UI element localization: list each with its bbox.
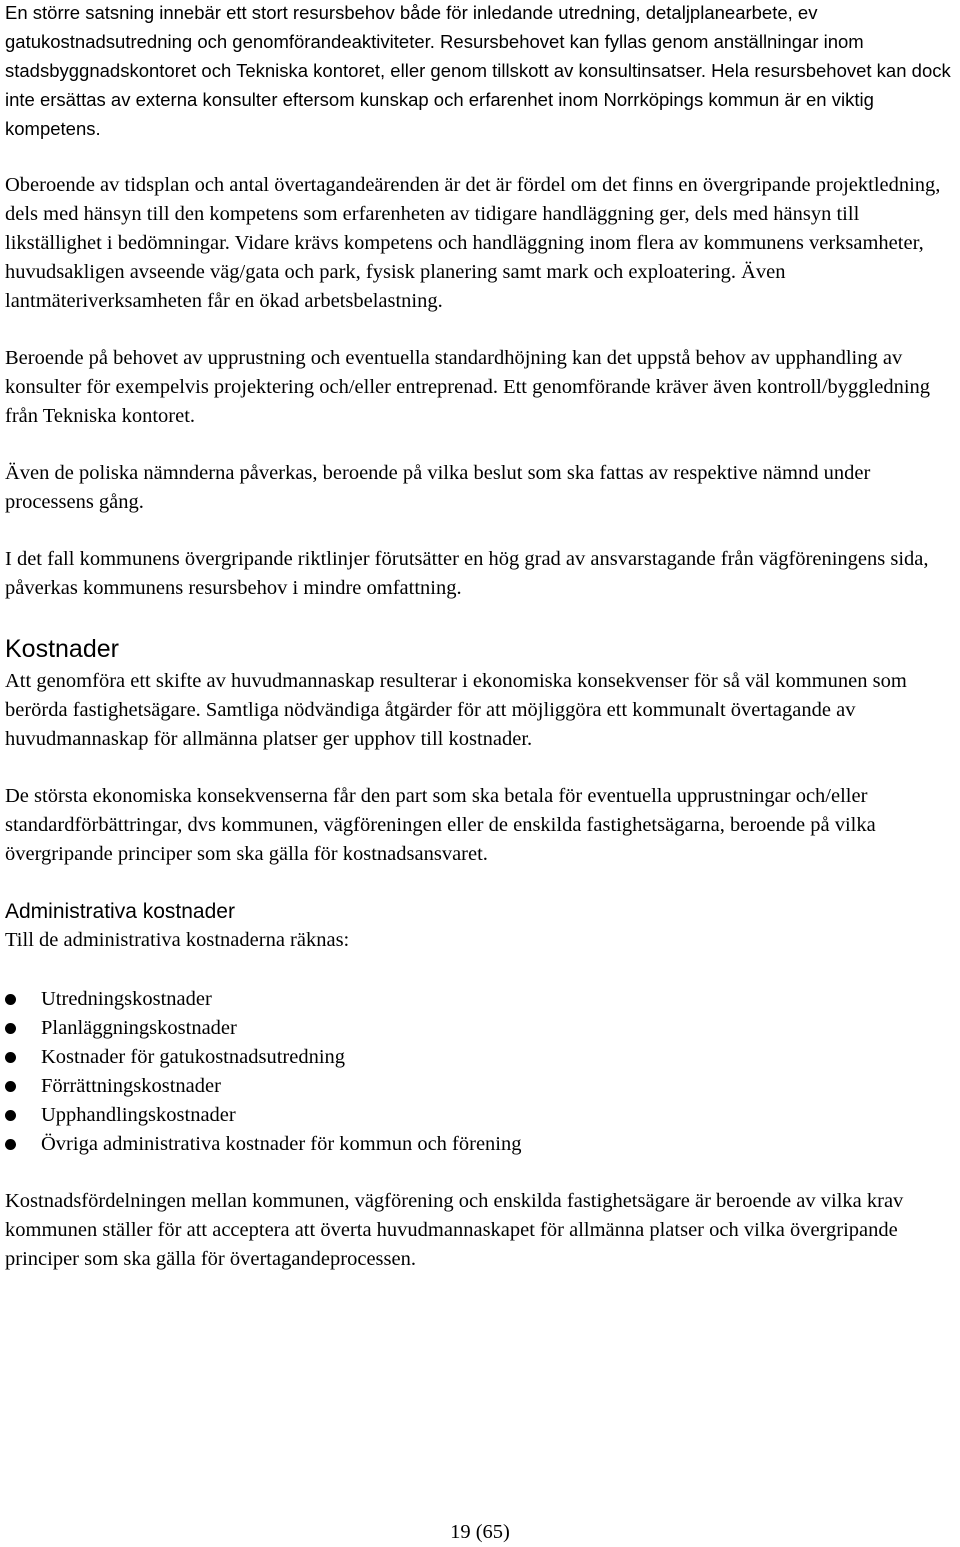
list-item-text: Övriga administrativa kostnader för kommun och förening	[41, 1133, 522, 1155]
list-item-text: Kostnader för gatukostnadsutredning	[41, 1046, 346, 1068]
bullet-icon	[5, 1023, 16, 1034]
list-item-text: Upphandlingskostnader	[41, 1104, 236, 1126]
list-item-text: Förrättningskostnader	[41, 1075, 221, 1097]
cost-list	[5, 985, 955, 1159]
page-number: 19 (65)	[450, 1521, 510, 1543]
bullet-icon	[5, 1110, 16, 1121]
paragraph-guidelines: I det fall kommunens övergripande riktlinjer förutsätter en hög grad av ansvarstagande från vägföreningens sida, påverkas kommunens resursbehov i mindre omfattning.	[5, 548, 929, 599]
paragraph-project-management: Oberoende av tidsplan och antal övertagandeärenden är det är fördel om det finns en övergripande projektledning, dels med hänsyn till den kompetens som erfarenheten av tidigare handläggning ger, dels med hänsyn till likställighet i bedömningar. Vidare krävs kompetens och handläggning inom flera av kommunens verksamheter, huvudsakligen avseende väg/gata och park, fysisk planering samt mark och exploatering. Även lantmäteriverksamheten får en ökad arbetsbelastning.	[5, 174, 941, 312]
list-item	[5, 985, 955, 1014]
bullet-icon	[5, 994, 16, 1005]
bullet-icon	[5, 1081, 16, 1092]
list-item	[5, 1014, 955, 1043]
paragraph-resource-needs: En större satsning innebär ett stort resursbehov både för inledande utredning, detaljplanearbete, ev gatukostnadsutredning och genomförandeaktiviteter. Resursbehovet kan fyllas genom anställningar inom stadsbyggnadskontoret och Tekniska kontoret, eller genom tillskott av konsultinsatser. Hela resursbehovet kan dock inte ersättas av externa konsulter eftersom kunskap och erfarenhet inom Norrköpings kommun är en viktig kompetens.	[5, 2, 951, 139]
paragraph-economic-consequences: Att genomföra ett skifte av huvudmannaskap resulterar i ekonomiska konsekvenser för så väl kommunen som berörda fastighetsägare. Samtliga nödvändiga åtgärder för att möjliggöra ett kommunalt övertagande av huvudmannaskap för allmänna platser ger upphov till kostnader.	[5, 670, 907, 750]
list-item	[5, 1072, 955, 1101]
bullet-icon	[5, 1052, 16, 1063]
paragraph-cost-distribution: Kostnadsfördelningen mellan kommunen, vägförening och enskilda fastighetsägare är beroende av vilka krav kommunen ställer för att acceptera att överta huvudmannaskapet för allmänna platser och vilka övergripande principer som ska gälla för övertagandeprocessen.	[5, 1190, 904, 1270]
list-item	[5, 1043, 955, 1072]
paragraph-admin-intro: Till de administrativa kostnaderna räknas:	[5, 929, 350, 951]
heading-kostnader: Kostnader	[5, 635, 119, 663]
heading-administrativa-kostnader: Administrativa kostnader	[5, 900, 235, 923]
list-item-text: Planläggningskostnader	[41, 1017, 237, 1039]
list-item	[5, 1101, 955, 1130]
bullet-icon	[5, 1139, 16, 1150]
paragraph-largest-consequences: De största ekonomiska konsekvenserna får den part som ska betala för eventuella upprustningar och/eller standardförbättringar, dvs kommunen, vägföreningen eller de enskilda fastighetsägarna, beroende på vilka övergripande principer som ska gälla för kostnadsansvaret.	[5, 785, 876, 865]
paragraph-procurement: Beroende på behovet av upprustning och eventuella standardhöjning kan det uppstå behov av upphandling av konsulter för exempelvis projektering och/eller entreprenad. Ett genomförande kräver även kontroll/byggledning från Tekniska kontoret.	[5, 347, 931, 427]
list-item	[5, 1130, 955, 1159]
list-item-text: Utredningskostnader	[41, 988, 212, 1010]
document-page	[5, 0, 955, 1274]
paragraph-committees: Även de poliska nämnderna påverkas, beroende på vilka beslut som ska fattas av respektive nämnd under processens gång.	[5, 462, 871, 513]
